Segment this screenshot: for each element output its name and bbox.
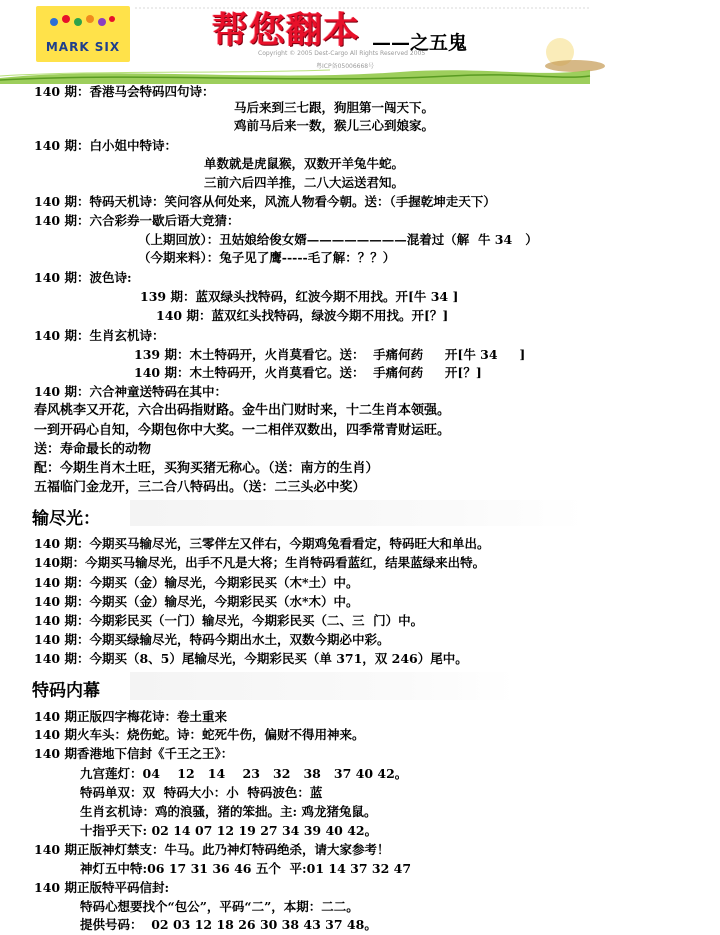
text-line: 九宫莲灯：04 12 14 23 32 38 37 40 42。 <box>80 766 408 781</box>
text-line: 提供号码： 02 03 12 18 26 30 38 43 37 48。 <box>80 917 377 932</box>
text-line: 140期：今期买马输尽光，出手不凡是大将；生肖特码看蓝红，结果蓝绿来出特。 <box>34 555 486 570</box>
section-heading-lose-all: 输尽光： <box>32 509 100 529</box>
text-line: 十指乎天下: 02 14 07 12 19 27 34 39 40 42。 <box>80 823 378 838</box>
text-line: （今期来料）：兔子见了鹰-----毛了解：？？） <box>138 250 396 265</box>
copyright-text: Copyright © 2005 Dest-Cargo All Rights Reserved 2005 <box>258 50 426 57</box>
text-line: 140 期：蓝双红头找特码，绿波今期不用找。开[？] <box>156 308 449 323</box>
text-line: 送：寿命最长的动物 <box>34 442 152 457</box>
text-line: 特码心想要找个“包公”，平码“二”，本期：二二。 <box>80 899 359 914</box>
text-line: 三前六后四羊推，二八大运送君知。 <box>204 175 405 190</box>
section-heading-background <box>130 672 515 700</box>
text-line: 140 期正版四字梅花诗：卷土重来 <box>34 709 227 724</box>
text-line: 140 期：六合神童送特码在其中： <box>34 384 227 399</box>
text-line: 140 期：六合彩券一歇后语大竞猜： <box>34 213 240 228</box>
text-line: 139 期：木土特码开，火肖莫看它。送： 手痛何药 开[牛 34 ] <box>134 347 526 362</box>
text-line: 139 期：蓝双绿头找特码，红波今期不用找。开[牛 34 ] <box>140 289 459 304</box>
page-header <box>0 0 720 84</box>
text-line: 140 期：今期买绿输尽光，特码今期出水土，双数今期必中彩。 <box>34 632 390 647</box>
logo-text: MARK SIX <box>45 40 121 54</box>
text-line: 140 期：波色诗: <box>34 270 132 285</box>
text-line: 鸡前马后来一数，猴儿三心到娘家。 <box>234 118 435 133</box>
logo-balls-icon <box>46 14 120 30</box>
text-line: 140 期：白小姐中特诗： <box>34 138 177 153</box>
text-line: 配：今期生肖木土旺，买狗买猪无称心。（送：南方的生肖） <box>34 461 379 476</box>
text-line: 140 期：今期买（8、5）尾输尽光，今期彩民买（单 371，双 246）尾中。 <box>34 651 468 666</box>
page-subtitle: ——之五鬼 <box>372 32 468 54</box>
text-line: 马后来到三七跟，狗胆第一闯天下。 <box>234 100 435 115</box>
text-line: 春风桃李又开花，六合出码指财路。金牛出门财时来，十二生肖本领强。 <box>34 403 451 418</box>
text-line: 单数就是虎鼠猴，双数开羊兔牛蛇。 <box>204 156 405 171</box>
text-line: 140 期香港地下信封《千王之王》： <box>34 746 234 761</box>
text-line: 140 期：特码天机诗：笑问容从何处来，风流人物看今朝。送：（手握乾坤走天下） <box>34 194 496 209</box>
text-line: 140 期：木土特码开，火肖莫看它。送： 手痛何药 开[？] <box>134 365 482 380</box>
mark-six-logo <box>36 6 130 62</box>
text-line: 140 期：今期买（金）输尽光，今期彩民买（木*土）中。 <box>34 575 359 590</box>
text-line: 140 期正版特平码信封: <box>34 880 170 895</box>
text-line: 140 期火车头：烧伤蛇。诗：蛇死牛伤，偏财不得用神来。 <box>34 727 365 742</box>
text-line: （上期回放）：丑姑娘给俊女婿————————混着过（解 牛 34 ） <box>138 232 538 247</box>
text-line: 140 期：生肖玄机诗： <box>34 328 165 343</box>
text-line: 140 期：今期彩民买（一门）输尽光，今期彩民买（二、三 门）中。 <box>34 613 424 628</box>
text-line: 生肖玄机诗：鸡的浪骚，猪的笨拙。主: 鸡龙猪兔鼠。 <box>80 804 377 819</box>
text-line: 140 期：香港马会特码四句诗： <box>34 84 215 99</box>
text-line: 140 期正版神灯禁支：牛马。此乃神灯特码绝杀，请大家参考！ <box>34 842 390 857</box>
page-title: 帮您翻本 <box>212 9 361 51</box>
section-heading-special-code: 特码内幕 <box>32 681 100 701</box>
text-line: 140 期：今期买（金）输尽光，今期彩民买（水*木）中。 <box>34 594 359 609</box>
text-line: 一到开码心自知，今期包你中大奖。一二相伴双数出，四季常青财运旺。 <box>34 423 451 438</box>
section-heading-background <box>130 500 585 526</box>
icp-number: 粤ICP备05006668号 <box>316 63 375 70</box>
text-line: 140 期：今期买马输尽光，三零伴左又伴右，今期鸡兔看看定，特码旺大和单出。 <box>34 536 490 551</box>
text-line: 神灯五中特:06 17 31 36 46 五个 平:01 14 37 32 47 <box>80 861 412 876</box>
text-line: 五福临门金龙开，三二合八特码出。（送：二三头必中奖） <box>34 480 366 495</box>
text-line: 特码单双：双 特码大小：小 特码波色：蓝 <box>80 785 323 800</box>
